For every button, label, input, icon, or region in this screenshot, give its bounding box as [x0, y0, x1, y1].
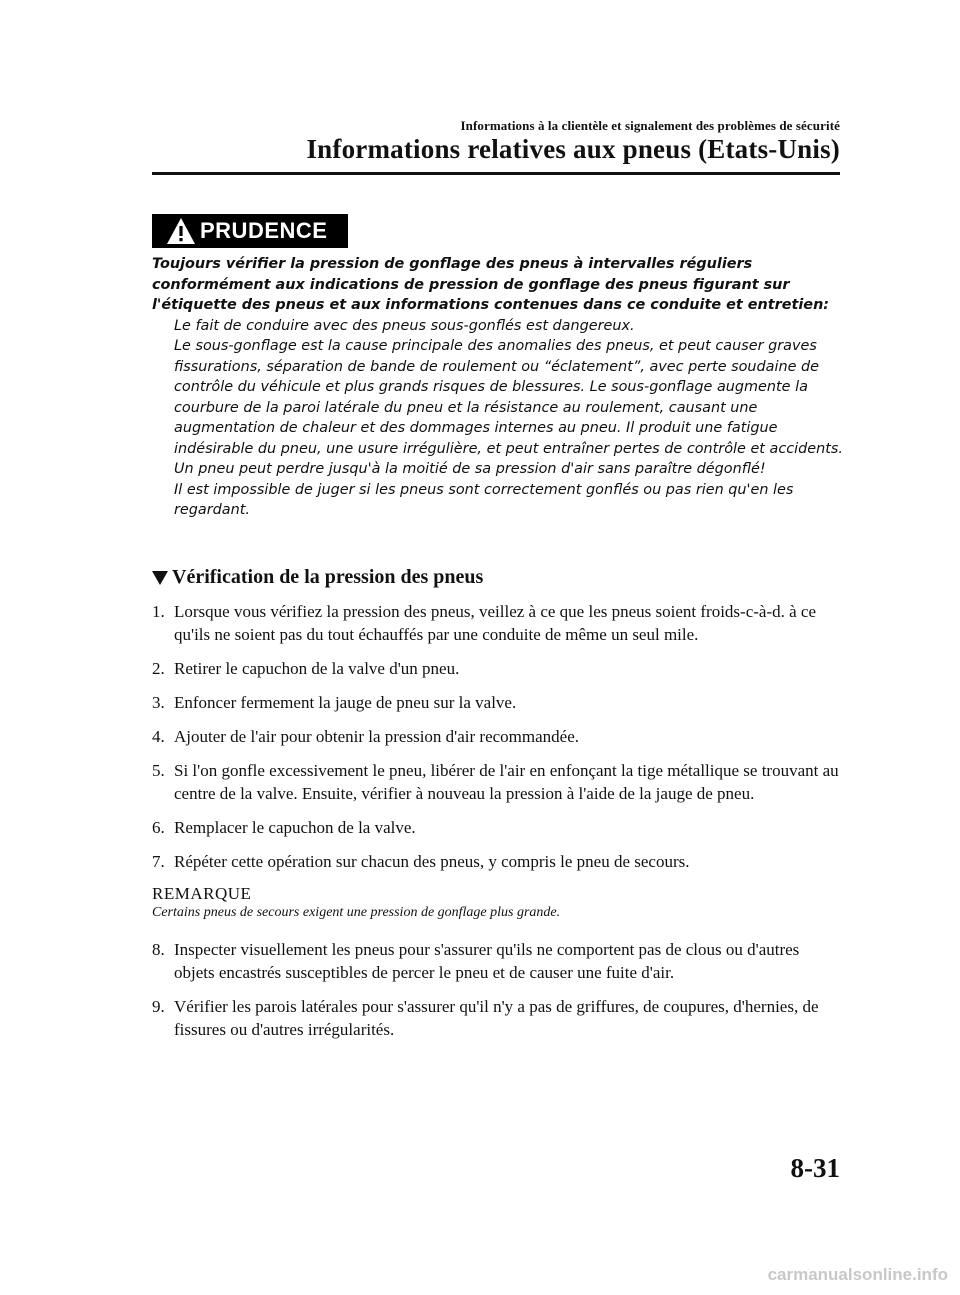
step-text: Vérifier les parois latérales pour s'assurer qu'il n'y a pas de griffures, de coupures, d'hernies, de fissures ou d'autres irrégularités.: [174, 997, 819, 1039]
list-item: [152, 816, 842, 839]
step-text: Ajouter de l'air pour obtenir la pression d'air recommandée.: [174, 727, 580, 746]
list-item: [152, 938, 842, 984]
header-title: Informations relatives aux pneus (Etats-Unis): [306, 134, 840, 164]
watermark: carmanualsonline.info: [767, 1265, 948, 1284]
step-text: Inspecter visuellement les pneus pour s'assurer qu'ils ne comportent pas de clous ou d'autres objets encastrés susceptibles de percer le pneu et de causer une fuite d'air.: [174, 940, 800, 982]
caution-paragraph: Le sous-gonflage est la cause principale des anomalies des pneus, et peut causer graves fissurations, séparation de bande de roulement ou “éclatement”, avec perte soudaine de contrôle du véhicule et plus grands risques de blessures. Le sous-gonflage augmente la courbure de la paroi latérale du pneu et la résistance au roulement, causant une augmentation de chaleur et des dommages internes au pneu. Il produit une fatigue indésirable du pneu, une usure irrégulière, et peut entraîner pertes de contrôle et accidents. Un pneu peut perdre jusqu'à la moitié de sa pression d'air sans paraître dégonflé!: [174, 338, 843, 477]
page-number: 8-31: [790, 1153, 840, 1183]
step-text: Si l'on gonfle excessivement le pneu, libérer de l'air en enfonçant la tige métallique se trouvant au centre de la valve. Ensuite, vérifier à nouveau la pression à l'aide de la jauge de pneu.: [174, 761, 839, 803]
note-title: REMARQUE: [152, 884, 252, 903]
triangle-down-icon: [152, 571, 168, 585]
header-rule: [152, 172, 840, 175]
list-item: [152, 995, 842, 1041]
step-number: 2.: [152, 659, 165, 678]
step-text: Retirer le capuchon de la valve d'un pneu.: [174, 659, 460, 678]
list-item: [152, 657, 842, 680]
step-number: 9.: [152, 997, 165, 1016]
caution-text: [152, 254, 852, 521]
steps-list: [152, 600, 842, 1052]
caution-paragraph: Le fait de conduire avec des pneus sous-gonflés est dangereux.: [174, 317, 635, 334]
list-item: [152, 725, 842, 748]
step-number: 4.: [152, 727, 165, 746]
step-text: Remplacer le capuchon de la valve.: [174, 818, 416, 837]
list-item: [152, 600, 842, 646]
list-item: [152, 759, 842, 805]
step-number: 3.: [152, 693, 165, 712]
step-number: 6.: [152, 818, 165, 837]
step-number: 1.: [152, 602, 165, 621]
section-heading: [152, 566, 483, 589]
caution-intro: Toujours vérifier la pression de gonflage des pneus à intervalles réguliers conformément aux indications de pression de gonflage des pneus figurant sur l'étiquette des pneus et aux informations contenues dans ce conduite et entretien:: [152, 256, 830, 313]
note-text: Certains pneus de secours exigent une pression de gonflage plus grande.: [152, 905, 561, 920]
step-text: Lorsque vous vérifiez la pression des pneus, veillez à ce que les pneus soient froids-c-à-d. à ce qu'ils ne soient pas du tout échauffés par une conduite de même un seul mile.: [174, 602, 816, 644]
list-item: [152, 850, 842, 873]
caution-label: PRUDENCE: [200, 218, 328, 243]
caution-paragraph: Il est impossible de juger si les pneus sont correctement gonflés ou pas rien qu'en les regardant.: [174, 481, 794, 518]
caution-box: [152, 214, 348, 248]
warning-icon: [166, 217, 196, 245]
step-number: 5.: [152, 761, 165, 780]
step-text: Répéter cette opération sur chacun des pneus, y compris le pneu de secours.: [174, 852, 690, 871]
header-subtitle: Informations à la clientèle et signalement des problèmes de sécurité: [460, 118, 840, 133]
step-number: 7.: [152, 852, 165, 871]
step-text: Enfoncer fermement la jauge de pneu sur la valve.: [174, 693, 517, 712]
section-heading-text: Vérification de la pression des pneus: [172, 566, 484, 588]
step-number: 8.: [152, 940, 165, 959]
list-item: [152, 691, 842, 714]
